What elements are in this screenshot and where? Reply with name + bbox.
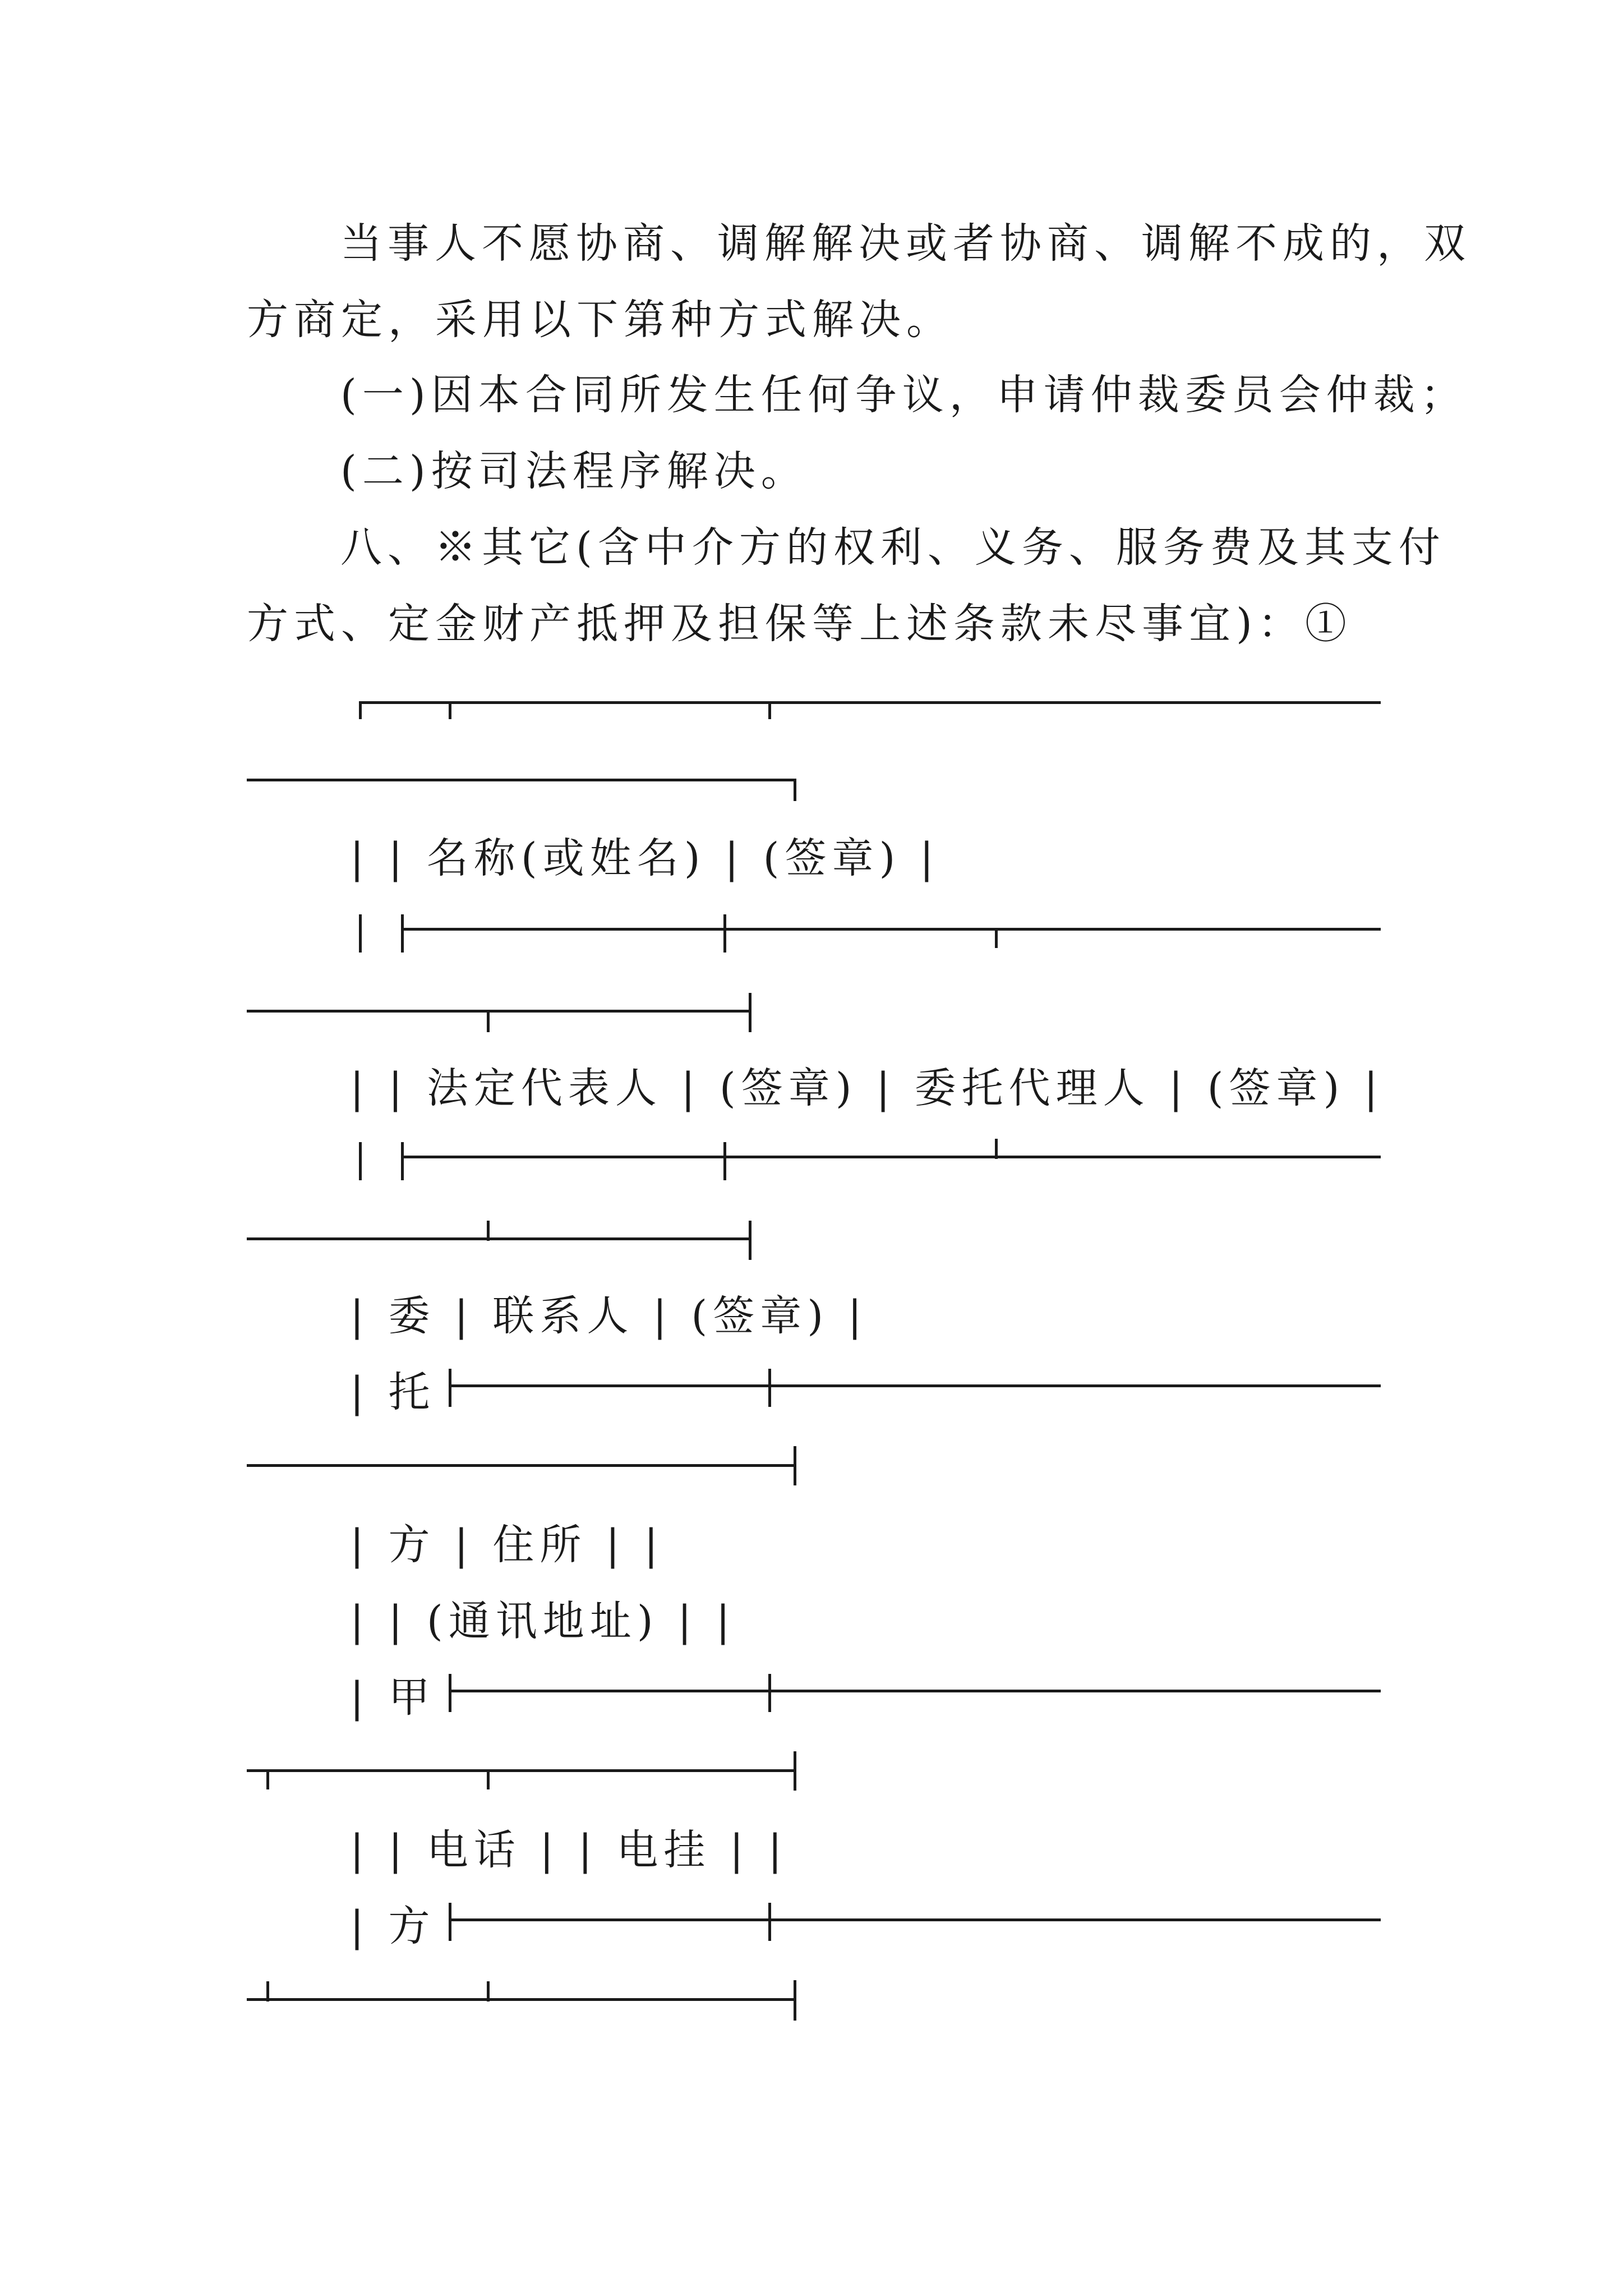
table-column-tick <box>723 1142 726 1180</box>
table-border-continuation <box>247 1237 751 1240</box>
table-border-continuation <box>247 1010 751 1013</box>
table-row-phone: | | 电话 | | 电挂 | | <box>350 1826 788 1874</box>
paragraph-option-arbitration: (一)因本合同所发生任何争议，申请仲裁委员会仲裁； <box>340 371 1468 419</box>
table-column-tick <box>794 1446 796 1485</box>
paragraph-dispute-line1: 当事人不愿协商、调解解决或者协商、调解不成的，双 <box>340 219 1471 268</box>
table-row-separator <box>401 1156 1381 1158</box>
table-row-name: | | 名称(或姓名) | (签章) | <box>350 834 939 882</box>
table-column-tick <box>487 1981 490 2001</box>
table-column-tick <box>266 1769 269 1789</box>
table-cell-border <box>359 1142 362 1180</box>
table-top-border <box>359 701 1381 704</box>
paragraph-other-line1: 八、※其它(含中介方的权利、义务、服务费及其支付 <box>340 523 1446 572</box>
table-row-jia: | 甲 <box>350 1673 436 1722</box>
table-column-tick <box>995 928 998 948</box>
table-column-tick <box>487 1010 490 1032</box>
table-cell-border <box>401 914 404 953</box>
table-cell-border <box>401 1142 404 1180</box>
table-corner-tick <box>359 701 362 719</box>
table-border-continuation <box>247 1769 796 1772</box>
table-column-tick <box>794 1751 796 1791</box>
table-row-tuo: | 托 <box>350 1368 436 1416</box>
table-column-tick <box>749 1221 751 1260</box>
table-column-tick <box>794 779 796 801</box>
table-bottom-border <box>247 1998 796 2001</box>
table-cell-border <box>449 1903 451 1941</box>
paragraph-other-line2: 方式、定金财产抵押及担保等上述条款未尽事宜)：① <box>247 600 1352 648</box>
table-cell-border <box>449 1369 451 1407</box>
table-column-tick <box>723 914 726 953</box>
table-row-fang: | 方 <box>350 1902 436 1950</box>
table-row-separator <box>401 928 1381 931</box>
table-border-continuation <box>247 779 796 781</box>
table-column-tick <box>449 701 451 719</box>
table-column-tick <box>749 993 751 1032</box>
table-column-tick <box>266 1981 269 2001</box>
table-row-address: | 方 | 住所 | | <box>350 1521 664 1569</box>
table-column-tick <box>794 1980 796 2021</box>
table-cell-border <box>449 1674 451 1712</box>
table-row-legal: | | 法定代表人 | (签章) | 委托代理人 | (签章) | <box>350 1064 1384 1112</box>
table-column-tick <box>768 1369 771 1407</box>
table-row-separator <box>449 1918 1381 1921</box>
table-column-tick <box>995 1139 998 1159</box>
table-row-separator <box>449 1690 1381 1692</box>
table-cell-border <box>359 914 362 953</box>
paragraph-dispute-line2: 方商定，采用以下第种方式解决。 <box>247 296 953 344</box>
table-column-tick <box>487 1769 490 1789</box>
table-column-tick <box>768 701 771 719</box>
table-border-continuation <box>247 1464 796 1467</box>
table-column-tick <box>487 1221 490 1241</box>
table-row-contact: | 委 | 联系人 | (签章) | <box>350 1292 868 1340</box>
table-column-tick <box>768 1674 771 1712</box>
paragraph-option-court: (二)按司法程序解决。 <box>340 447 808 495</box>
table-row-mail: | | (通讯地址) | | <box>350 1597 736 1645</box>
table-column-tick <box>768 1903 771 1941</box>
table-row-separator <box>449 1384 1381 1387</box>
